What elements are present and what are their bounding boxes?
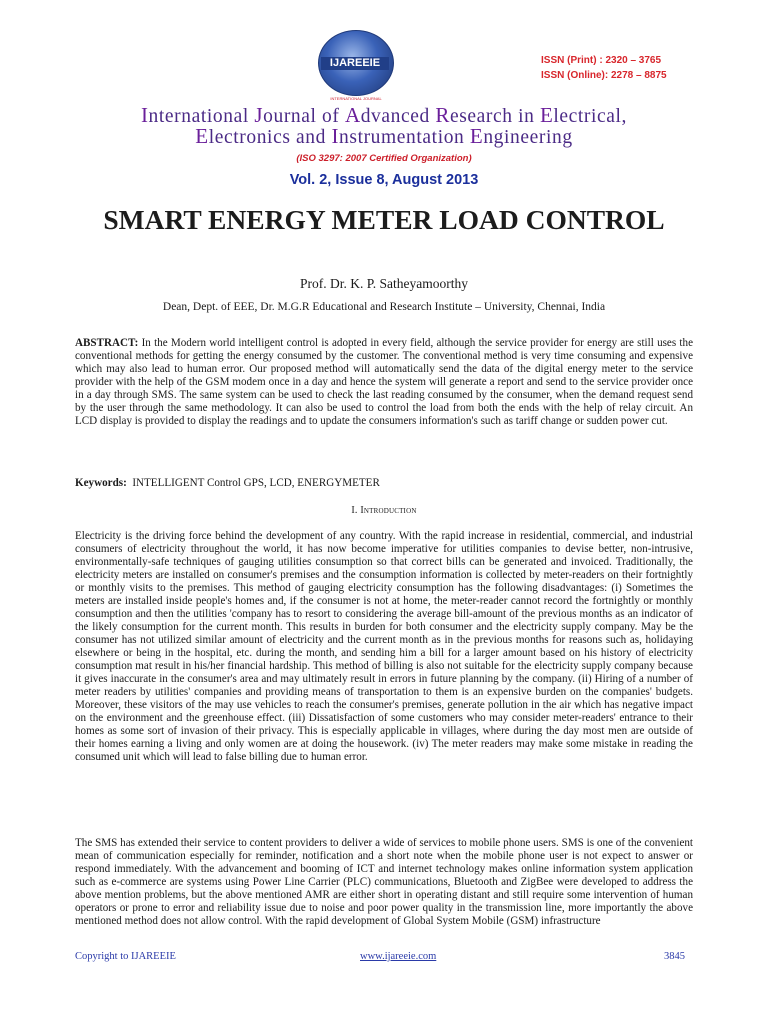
journal-line1-segment: A — [344, 103, 361, 127]
keywords-label: Keywords: — [75, 477, 127, 489]
footer-website-link[interactable]: www.ijareeie.com — [360, 951, 437, 962]
footer-copyright: Copyright to IJAREEIE — [75, 951, 176, 962]
journal-title-line-2 — [60, 124, 708, 149]
journal-line2-segment: E — [195, 124, 209, 148]
abstract-label: ABSTRACT: — [75, 337, 139, 349]
abstract — [75, 337, 693, 428]
journal-line2-segment: ngineering — [483, 127, 573, 148]
logo-caption: INTERNATIONAL JOURNAL — [330, 96, 382, 101]
iso-certification: (ISO 3297: 2007 Certified Organization) — [296, 153, 472, 164]
affiliation: Dean, Dept. of EEE, Dr. M.G.R Educational and Research Institute – University, Chennai, India — [162, 301, 606, 313]
volume-issue: Vol. 2, Issue 8, August 2013 — [289, 172, 479, 188]
section-heading: I. Introduction — [351, 505, 417, 516]
issn-online: ISSN (Online): 2278 – 8875 — [541, 70, 667, 81]
keywords — [75, 477, 693, 490]
keywords-text: INTELLIGENT Control GPS, LCD, ENERGYMETER — [132, 477, 380, 489]
footer-page-number: 3845 — [664, 951, 685, 962]
journal-line2-segment: E — [469, 124, 484, 148]
journal-line1-segment: nternational — [148, 106, 255, 127]
abstract-text: In the Modern world intelligent control is adopted in every field, although the service provider for energy are still uses the conventional methods for getting the energy consumed by the customer. The conventional method is very time consuming and expensive which may also lead to human error. Our proposed method will automatically send the data of the digital energy meter to the service provider with the help of the GSM modem once in a day and hence the system will generate a report and send to the service provider once in a day through SMS. The same system can be used to check the last reading consumed by the consumer, when the demand request send by the user through the same methodology. It can also be used to control the load from both the ends with the help of relay circuit. An LCD display is provided to display the readings and to update the consumers information's such as tariff change or sudden power cut. — [75, 337, 693, 427]
journal-line1-segment: I — [140, 103, 149, 127]
journal-line2-segment: lectronics and — [208, 127, 332, 148]
logo-text: IJAREEIE — [321, 57, 389, 70]
journal-line1-segment: dvanced — [360, 106, 436, 127]
journal-logo — [318, 30, 394, 101]
journal-line1-segment: ournal of — [263, 106, 345, 127]
intro-paragraph: Electricity is the driving force behind the development of any country. With the rapid increase in residential, commercial, and industrial consumers of electricity throughout the world, it has now become imperative for utilities companies to devise better, non-intrusive, environmentally-safe techniques of gauging utilities consumption so that correct bills can be generated and invoiced. Traditionally, the electricity meters are installed on consumer's premises and the consumption information is collected by meter-readers on their fortnightly or monthly visits to the premises. This method of gauging electricity consumption has the following disadvantages: (i) Sometimes the meters are installed inside people's homes and, if the consumer is not at home, the meter-reader cannot record the fortnightly or monthly consumption and then the utilities 'company has to resort to considering the average bill-amount of the previous months as an indicator of the likely consumption for the current month. This results in burden for both consumer and the electricity supply company. May be the consumer has not utilized similar amount of electricity and the current month as in the previous months for reasons such as, holidaying elsewhere or being in the hospital, etc. during the month, and sending him a bill for a larger amount based on his history of electricity consumption mat result in his/her financial hardship. This method of billing is also not suitable for the electricity supply company because it gives inaccurate in the consumer's area and may ultimately result in errors in future planning by the company. (ii) Hiring of a number of meter readers by utilities' companies and providing means of transportation to them is an expensive burden on the companies' budgets. Moreover, these visitors of the may use vehicles to reach the consumer's premises, generate pollution in the air which has negative impact on the environment and the greenhouse effect. (iii) Dissatisfaction of some customers who may consider meter-readers' entrance to their homes as some sort of invasion of their privacy. This is especially applicable in villages, where during the day most men are outside of their homes earning a living and only women are at doing the housework. (iv) The meter readers may make some mistake in reading the consumed unit which will lead to false billing due to human error. — [75, 530, 693, 763]
journal-line1-segment: J — [254, 103, 264, 127]
issn-print: ISSN (Print) : 2320 – 3765 — [541, 55, 662, 66]
journal-line1-segment: R — [435, 103, 450, 127]
journal-line2-segment: nstrumentation — [339, 127, 470, 148]
paper-title: SMART ENERGY METER LOAD CONTROL — [103, 204, 665, 235]
sms-paragraph: The SMS has extended their service to content providers to deliver a wide of services to mobile phone users. SMS is one of the convenient mean of communication especially for reminder, notification and a short note when the mobile phone user is not expect to answer or respond immediately. With the advancement and booming of ICT and internet technology makes online information system application such as e-commerce are systems using Power Line Carrier (PLC) communications, Bluetooth and ZigBee were developed to address the above mention problems, but the above mentioned AMR are either short in operating distant and still require some intervention of human operators or prone to error and reliability issue due to noise and poor power quality in the transmission line, more importantly the above mentioned method does not allow control. With the rapid development of Global System Mobile (GSM) infrastructure — [75, 837, 693, 927]
journal-line1-segment: esearch in — [449, 106, 540, 127]
journal-line2-segment: I — [331, 124, 340, 148]
journal-line1-segment: lectrical, — [553, 106, 628, 127]
journal-line1-segment: E — [539, 103, 554, 127]
author: Prof. Dr. K. P. Satheyamoorthy — [300, 276, 468, 291]
